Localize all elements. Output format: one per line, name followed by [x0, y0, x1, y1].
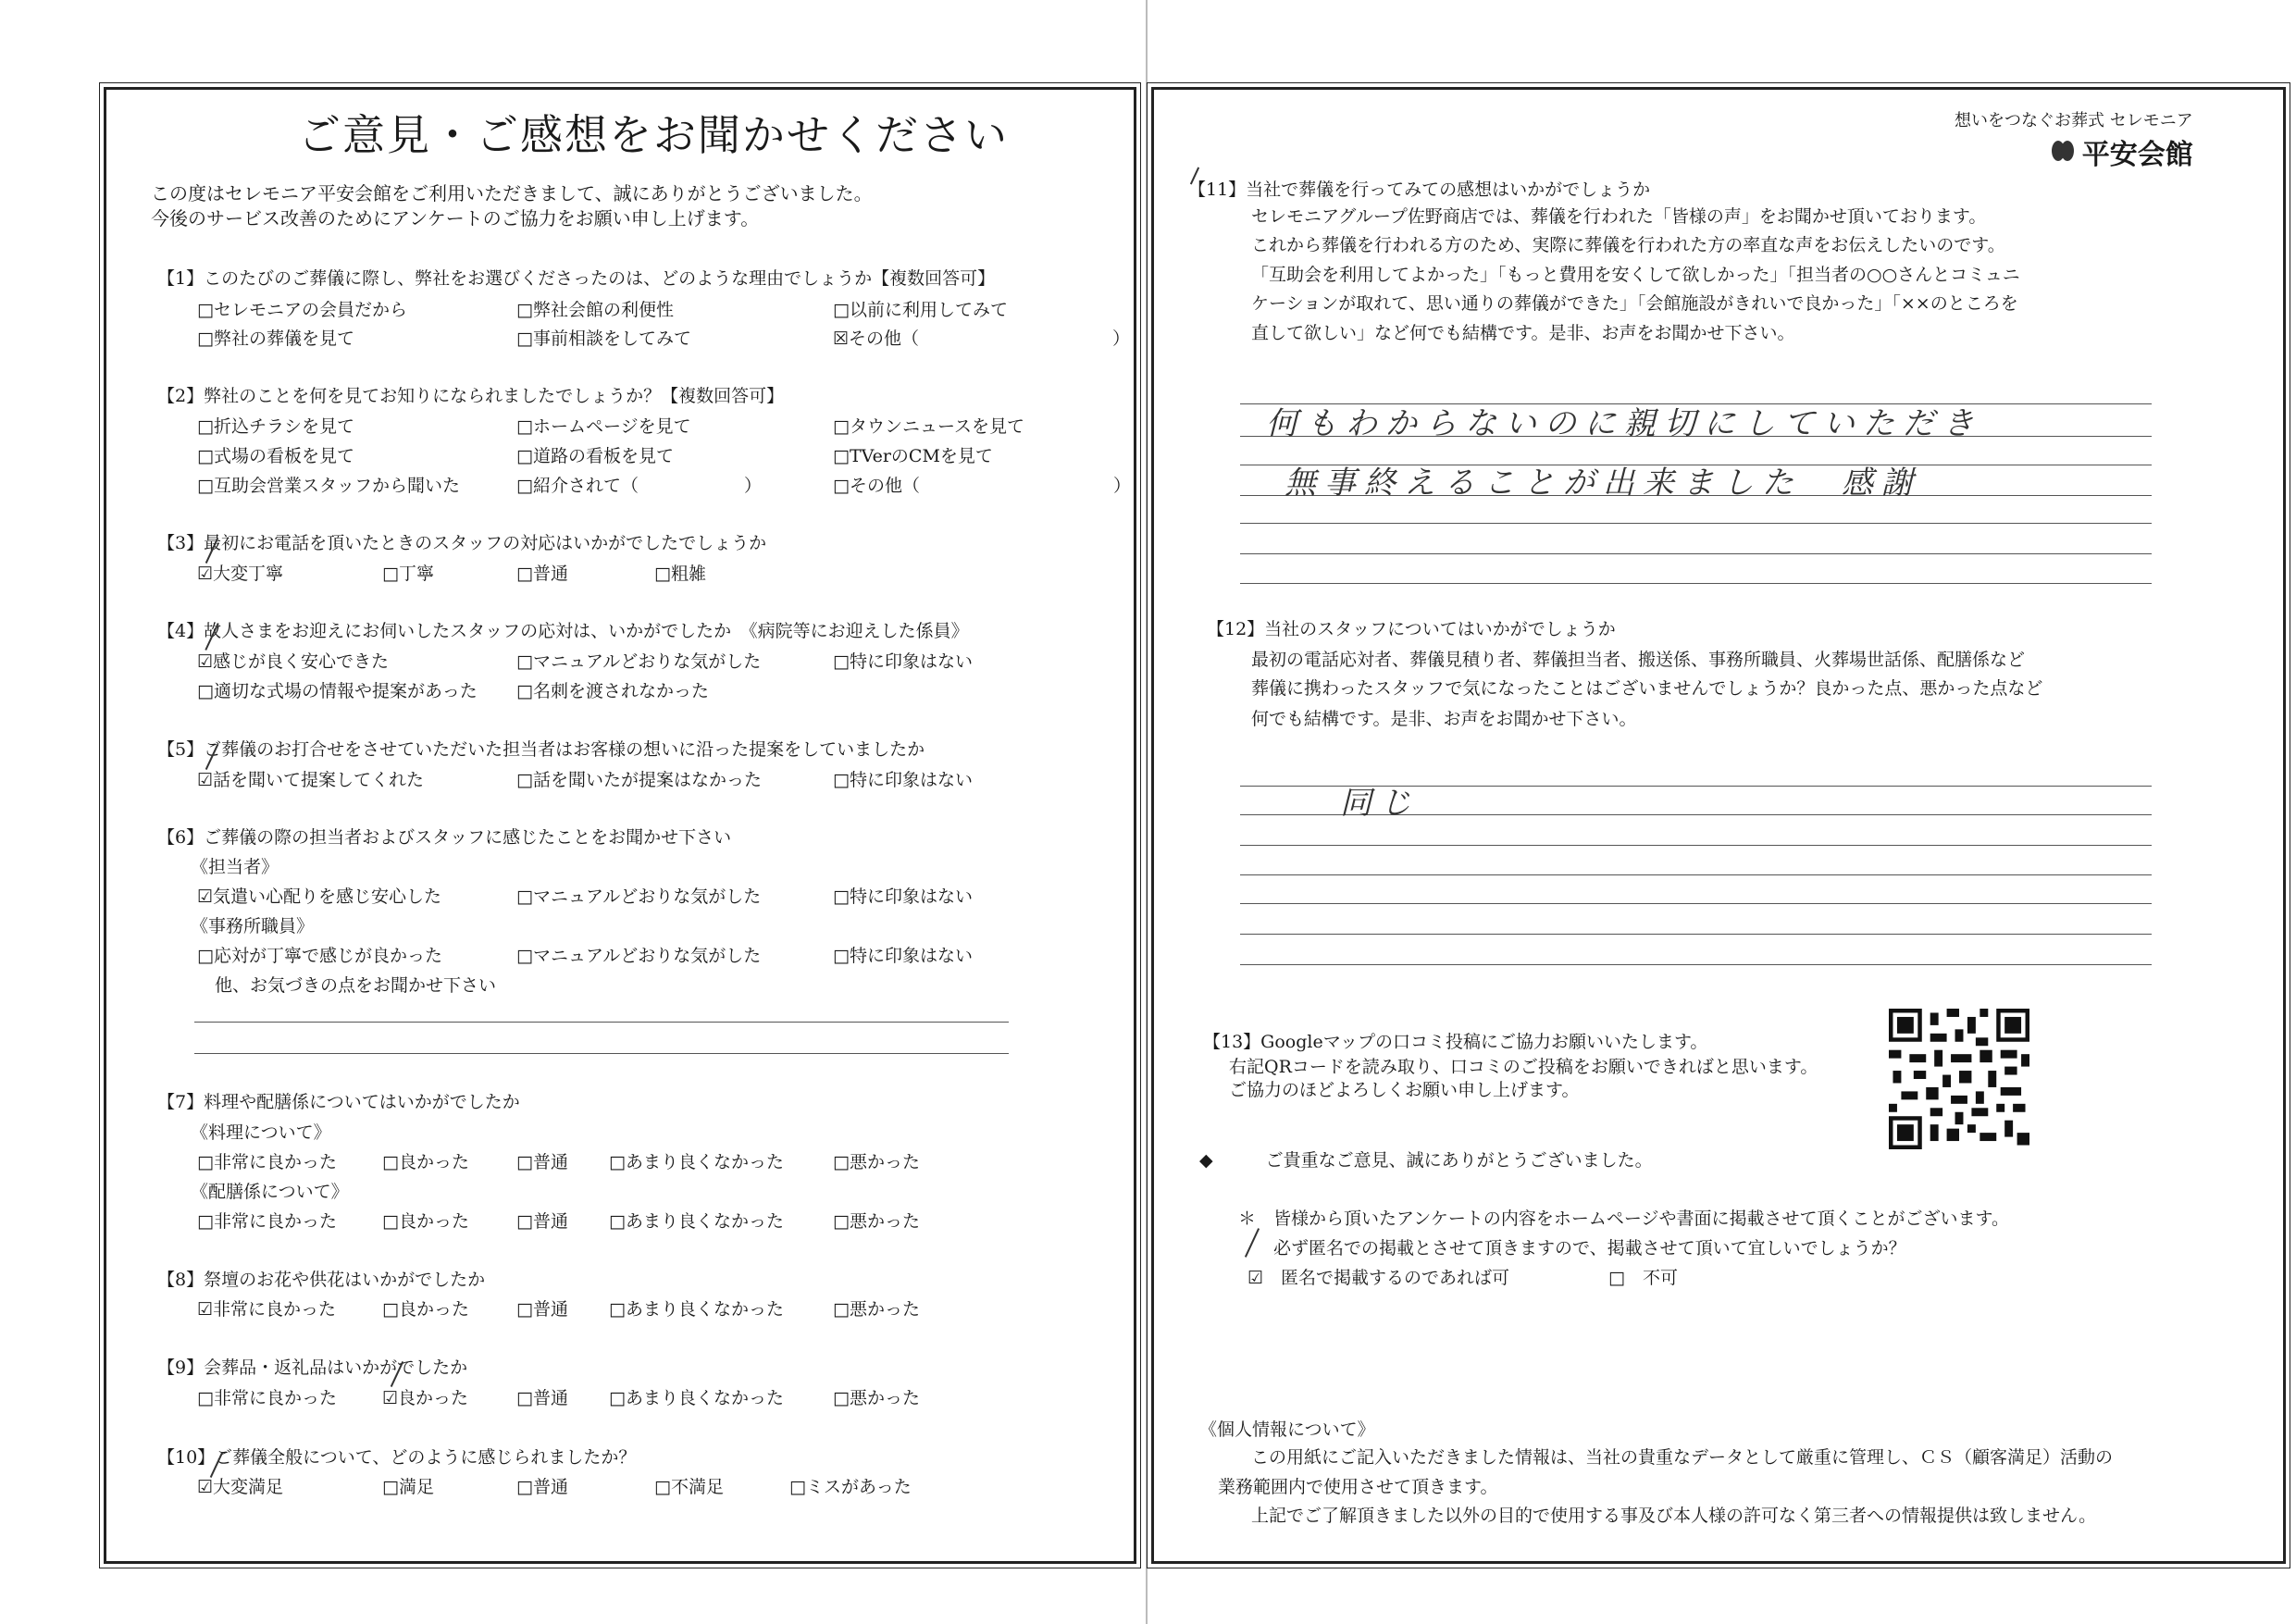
q6-option[interactable]: ☑気遣い心配りを感じ安心した	[197, 886, 442, 907]
q4-option[interactable]: ☑感じが良く安心できた	[197, 651, 390, 672]
q4-label: 【4】故人さまをお迎えにお伺いしたスタッフの応対は、いかがでしたか 《病院等にお迎えした係員》	[157, 621, 969, 641]
q7-option[interactable]: □悪かった	[833, 1211, 920, 1232]
q13-body: 右記QRコードを読み取り、口コミのご投稿をお願いできればと思います。	[1229, 1057, 1818, 1077]
q8-option[interactable]: ☑非常に良かった	[197, 1299, 337, 1320]
q5-label: 【5】ご葬儀のお打合せをさせていただいた担当者はお客様の想いに沿った提案をしていましたか	[157, 739, 925, 760]
q12-label: 【12】当社のスタッフについてはいかがでしょうか	[1207, 619, 1616, 639]
q10-option[interactable]: ☑大変満足	[197, 1477, 284, 1497]
q4-option[interactable]: □特に印象はない	[833, 651, 973, 672]
intro-line-1: この度はセレモニア平安会館をご利用いただきまして、誠にありがとうございました。	[151, 182, 873, 205]
privacy-body: 上記でご了解頂きました以外の目的で使用する事及び本人様の許可なく第三者への情報提供は致しません。	[1251, 1506, 2097, 1526]
publish-option-anonymous[interactable]: ☑ 匿名で掲載するのであれば可	[1247, 1268, 1510, 1288]
q2-option[interactable]: □折込チラシを見て	[197, 416, 354, 437]
logo-name: 平安会館	[2081, 139, 2193, 171]
q5-option[interactable]: □話を聞いたが提案はなかった	[516, 770, 762, 790]
q10-label: 【10】ご葬儀全般について、どのように感じられましたか？	[157, 1447, 637, 1468]
q9-option[interactable]: ☑良かった	[382, 1388, 469, 1408]
privacy-heading: 《個人情報について》	[1199, 1419, 1375, 1440]
q7-option[interactable]: □あまり良くなかった	[609, 1152, 784, 1172]
logo-tagline: 想いをつなぐお葬式 セレモニア	[1955, 111, 2193, 130]
q11-body: ケーションが取れて、思い通りの葬儀ができた」「会館施設がきれいで良かった」「××のところを	[1251, 293, 2018, 314]
intro-line-2: 今後のサービス改善のためにアンケートのご協力をお願い申し上げます。	[151, 207, 760, 229]
q6-label: 【6】ご葬儀の際の担当者およびスタッフに感じたことをお聞かせ下さい	[157, 827, 732, 848]
q11-body: 直して欲しい」など何でも結構です。是非、お声をお聞かせ下さい。	[1251, 323, 1795, 343]
q4-option[interactable]: □マニュアルどおりな気がした	[516, 651, 762, 672]
q8-option[interactable]: □良かった	[382, 1299, 469, 1320]
q9-option[interactable]: □悪かった	[833, 1388, 920, 1408]
privacy-body: この用紙にご記入いただきました情報は、当社の貴重なデータとして厳重に管理し、ＣＳ（顧客満足）活動の	[1251, 1447, 2114, 1468]
q6-write-line[interactable]	[194, 1053, 1009, 1054]
q8-option[interactable]: □普通	[516, 1299, 568, 1320]
page-fold	[1146, 0, 1148, 1624]
q12-write-line[interactable]	[1240, 845, 2152, 846]
google-maps-qr-code-icon[interactable]	[1880, 1009, 2038, 1153]
q7-option[interactable]: □良かった	[382, 1152, 469, 1172]
q5-option[interactable]: ☑話を聞いて提案してくれた	[197, 770, 425, 790]
q8-option[interactable]: □あまり良くなかった	[609, 1299, 784, 1320]
logo-mark-icon	[2049, 138, 2077, 166]
q6-option[interactable]: □応対が丁寧で感じが良かった	[197, 946, 442, 966]
q4-option[interactable]: □適切な式場の情報や提案があった	[197, 681, 478, 701]
q7-option[interactable]: □非常に良かった	[197, 1211, 337, 1232]
q6-other-prompt: 他、お気づきの点をお聞かせ下さい	[215, 975, 497, 996]
q7-option[interactable]: □非常に良かった	[197, 1152, 337, 1172]
brand-logo	[1955, 107, 2193, 172]
q12-body: 最初の電話応対者、葬儀見積り者、葬儀担当者、搬送係、事務所職員、火葬場世話係、配膳係など	[1251, 650, 2026, 670]
q1-option[interactable]: □事前相談をしてみて	[516, 329, 691, 349]
q11-write-line[interactable]	[1240, 553, 2152, 554]
q11-write-line[interactable]	[1240, 523, 2152, 524]
q8-label: 【8】祭壇のお花や供花はいかがでしたか	[157, 1270, 486, 1290]
q10-option[interactable]: □満足	[382, 1477, 434, 1497]
q3-option[interactable]: ☑大変丁寧	[197, 564, 284, 584]
q2-option[interactable]: □その他（ ）	[833, 476, 1131, 496]
q11-body: これから葬儀を行われる方のため、実際に葬儀を行われた方の率直な声をお伝えしたいのです。	[1251, 235, 2005, 255]
q11-write-line[interactable]	[1240, 583, 2152, 584]
q12-body: 何でも結構です。是非、お声をお聞かせ下さい。	[1251, 709, 1637, 729]
q12-body: 葬儀に携わったスタッフで気になったことはございませんでしょうか？良かった点、悪かった点など	[1251, 678, 2043, 699]
q7-subheading: 《配膳係について》	[191, 1182, 349, 1202]
q3-option[interactable]: □普通	[516, 564, 568, 584]
q9-option[interactable]: □非常に良かった	[197, 1388, 337, 1408]
q2-option[interactable]: □タウンニュースを見て	[833, 416, 1025, 437]
q1-option[interactable]: □弊社会館の利便性	[516, 300, 674, 320]
q8-option[interactable]: □悪かった	[833, 1299, 920, 1320]
q7-option[interactable]: □良かった	[382, 1211, 469, 1232]
publish-option-decline[interactable]: □ 不可	[1608, 1268, 1678, 1288]
q7-subheading: 《料理について》	[191, 1122, 331, 1143]
q12-write-line[interactable]	[1240, 964, 2152, 965]
q11-label: 【11】当社で葬儀を行ってみての感想はいかがでしょうか	[1188, 180, 1651, 200]
thanks-message: ◆ ご貴重なご意見、誠にありがとうございました。	[1199, 1150, 1653, 1171]
q6-option[interactable]: □マニュアルどおりな気がした	[516, 886, 762, 907]
q2-option[interactable]: □ホームページを見て	[516, 416, 691, 437]
q11-handwritten-answer: 何もわからないのに親切にしていただき	[1266, 405, 1982, 442]
q6-option[interactable]: □特に印象はない	[833, 886, 973, 907]
q11-handwritten-answer: 無事終えることが出来ました 感謝	[1285, 465, 1921, 502]
privacy-body: 業務範囲内で使用させて頂きます。	[1218, 1477, 1498, 1497]
q3-label: 【3】最初にお電話を頂いたときのスタッフの対応はいかがでしたでしょうか	[157, 533, 767, 553]
q9-option[interactable]: □あまり良くなかった	[609, 1388, 784, 1408]
q2-label: 【2】弊社のことを何を見てお知りになられましたでしょうか？【複数回答可】	[157, 386, 785, 406]
q12-write-line[interactable]	[1240, 903, 2152, 904]
q1-option[interactable]: □以前に利用してみて	[833, 300, 1008, 320]
q2-option[interactable]: □互助会営業スタッフから聞いた	[197, 476, 460, 496]
q11-body: セレモニアグループ佐野商店では、葬儀を行われた「皆様の声」をお聞かせ頂いております。	[1251, 206, 1987, 227]
q6-option[interactable]: □マニュアルどおりな気がした	[516, 946, 762, 966]
q2-option[interactable]: □TVerのCMを見て	[833, 446, 993, 466]
q10-option[interactable]: □普通	[516, 1477, 568, 1497]
q6-subheading: 《事務所職員》	[191, 916, 315, 936]
q12-write-line[interactable]	[1240, 874, 2152, 875]
q10-option[interactable]: □不満足	[654, 1477, 724, 1497]
q1-option[interactable]: □セレモニアの会員だから	[197, 300, 407, 320]
survey-title: ご意見・ご感想をお聞かせください	[298, 110, 1009, 160]
q9-label: 【9】会葬品・返礼品はいかがでしたか	[157, 1357, 468, 1378]
q5-option[interactable]: □特に印象はない	[833, 770, 973, 790]
q2-option[interactable]: □紹介されて（ ）	[516, 476, 762, 496]
q7-label: 【7】料理や配膳係についてはいかがでしたか	[157, 1092, 520, 1112]
q7-option[interactable]: □悪かった	[833, 1152, 920, 1172]
q1-option[interactable]: □弊社の葬儀を見て	[197, 329, 354, 349]
q6-subheading: 《担当者》	[191, 857, 279, 877]
q2-option[interactable]: □道路の看板を見て	[516, 446, 674, 466]
q2-option[interactable]: □式場の看板を見て	[197, 446, 354, 466]
q6-write-line[interactable]	[194, 1022, 1009, 1023]
q4-option[interactable]: □名刺を渡されなかった	[516, 681, 709, 701]
q6-option[interactable]: □特に印象はない	[833, 946, 973, 966]
q12-write-line[interactable]	[1240, 934, 2152, 935]
q13-body: ご協力のほどよろしくお願い申し上げます。	[1229, 1080, 1580, 1100]
q1-label: 【1】このたびのご葬儀に際し、弊社をお選びくださったのは、どのような理由でしょうか【複数回答可】	[157, 268, 996, 289]
q3-option[interactable]: □丁寧	[382, 564, 434, 584]
q11-body: 「互助会を利用してよかった」「もっと費用を安くして欲しかった」「担当者の○○さんとコミュニ	[1251, 265, 2020, 285]
q3-option[interactable]: □粗雑	[654, 564, 706, 584]
q9-option[interactable]: □普通	[516, 1388, 568, 1408]
publish-question: 必ず匿名での掲載とさせて頂きますので、掲載させて頂いて宜しいでしょうか？	[1273, 1238, 1906, 1258]
q12-handwritten-answer: 同じ	[1340, 785, 1420, 822]
q10-option[interactable]: □ミスがあった	[789, 1477, 912, 1497]
q7-option[interactable]: □普通	[516, 1152, 568, 1172]
publish-notice: ＊ 皆様から頂いたアンケートの内容をホームページや書面に掲載させて頂くことがございます。	[1238, 1209, 2009, 1229]
q7-option[interactable]: □あまり良くなかった	[609, 1211, 784, 1232]
q13-label: 【13】Googleマップの口コミ投稿にご協力お願いいたします。	[1203, 1032, 1708, 1052]
q7-option[interactable]: □普通	[516, 1211, 568, 1232]
q1-option[interactable]: ☒その他（ ）	[833, 329, 1131, 349]
